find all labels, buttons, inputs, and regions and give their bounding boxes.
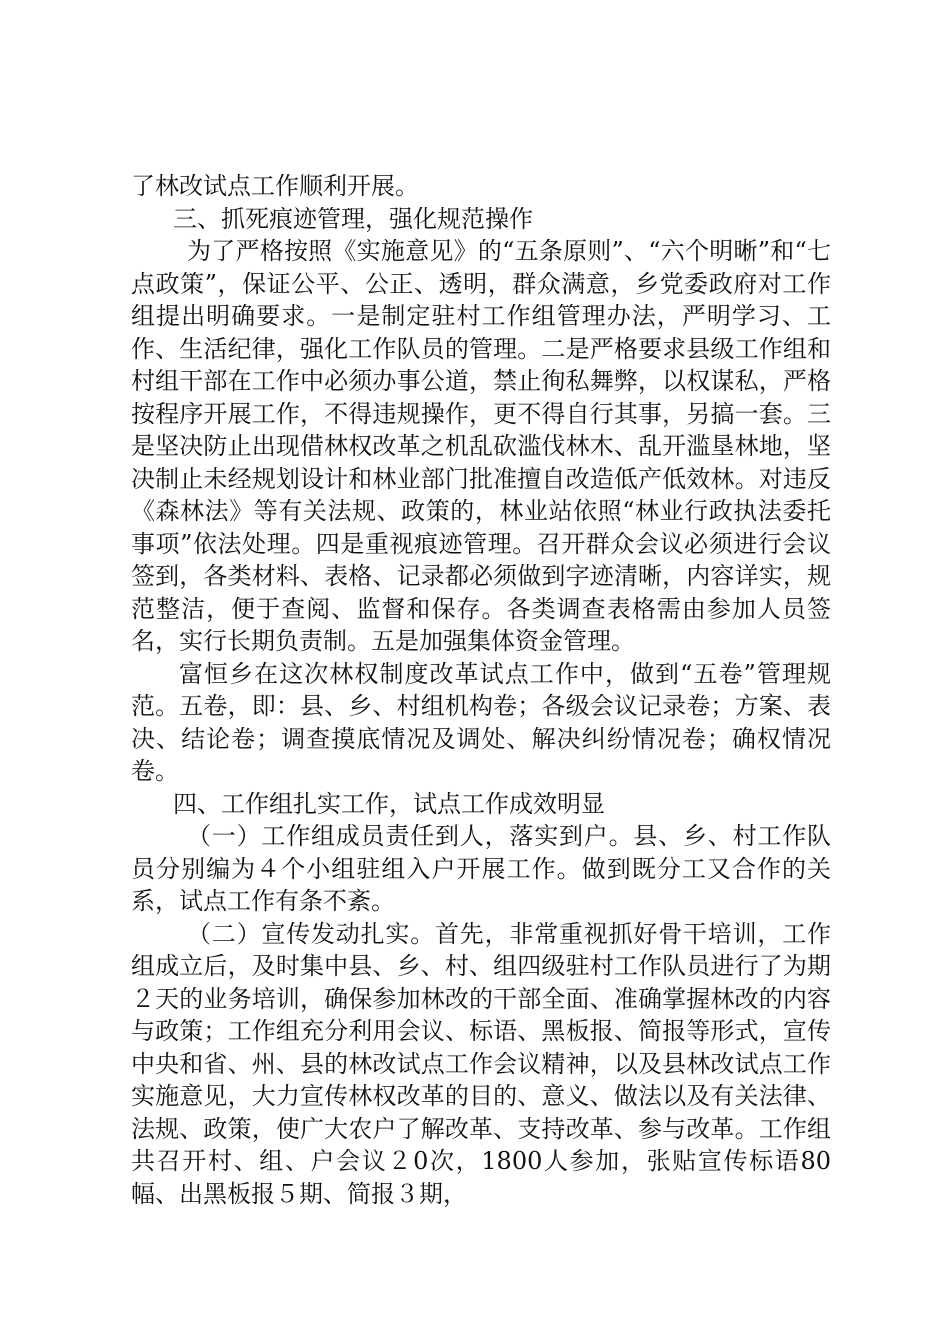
section-heading-4: 四、工作组扎实工作，试点工作成效明显 (173, 789, 605, 818)
paragraph-section-3-body: 为了严格按照《实施意见》的“五条原则”、“六个明晰”和“七点政策”，保证公平、公正、透明，群众满意，乡党委政府对工作组提出明确要求。一是制定驻村工作组管理办法，严明学习、工作、生活纪律，强化工作队员的管理。二是严格要求县级工作组和村组干部在工作中必须办事公道，禁止徇私舞弊，以权谋私，严格按程序开展工作，不得违规操作，更不得自行其事，另搞一套。三是坚决防止出现借林权改革之机乱砍滥伐林木、乱开滥垦林地，坚决制止未经规划设计和林业部门批准擅自改造低产低效林。对违反《森林法》等有关法规、政策的，林业站依照“林业行政执法委托事项”依法处理。四是重视痕迹管理。召开群众会议必须进行会议签到，各类材料、表格、记录都必须做到字迹清晰，内容详实，规范整洁，便于查阅、监督和保存。各类调查表格需由参加人员签名，实行长期负责制。五是加强集体资金管理。 (131, 237, 831, 655)
document-body (131, 170, 831, 1210)
paragraph-continuation: 了林改试点工作顺利开展。 (131, 172, 419, 200)
section-heading-3: 三、抓死痕迹管理，强化规范操作 (173, 204, 533, 233)
paragraph-subsection-1: （一）工作组成员责任到人，落实到户。县、乡、村工作队员分别编为４个小组驻组入户开展工作。做到既分工又合作的关系，试点工作有条不紊。 (131, 822, 831, 915)
paragraph-five-volumes: 富恒乡在这次林权制度改革试点工作中，做到“五卷”管理规范。五卷，即：县、乡、村组机构卷；各级会议记录卷；方案、表决、结论卷；调查摸底情况及调处、解决纠纷情况卷；确权情况卷。 (131, 659, 831, 785)
paragraph-subsection-2: （二）宣传发动扎实。首先，非常重视抓好骨干培训，工作组成立后，及时集中县、乡、村、组四级驻村工作队员进行了为期２天的业务培训，确保参加林改的干部全面、准确掌握林改的内容与政策；工作组充分利用会议、标语、黑板报、简报等形式，宣传中央和省、州、县的林改试点工作会议精神，以及县林改试点工作实施意见，大力宣传林权改革的目的、意义、做法以及有关法律、法规、政策，使广大农户了解改革、支持改革、参与改革。工作组共召开村、组、户会议２0次，1800人参加，张贴宣传标语80幅、出黑板报５期、简报３期， (131, 919, 831, 1208)
